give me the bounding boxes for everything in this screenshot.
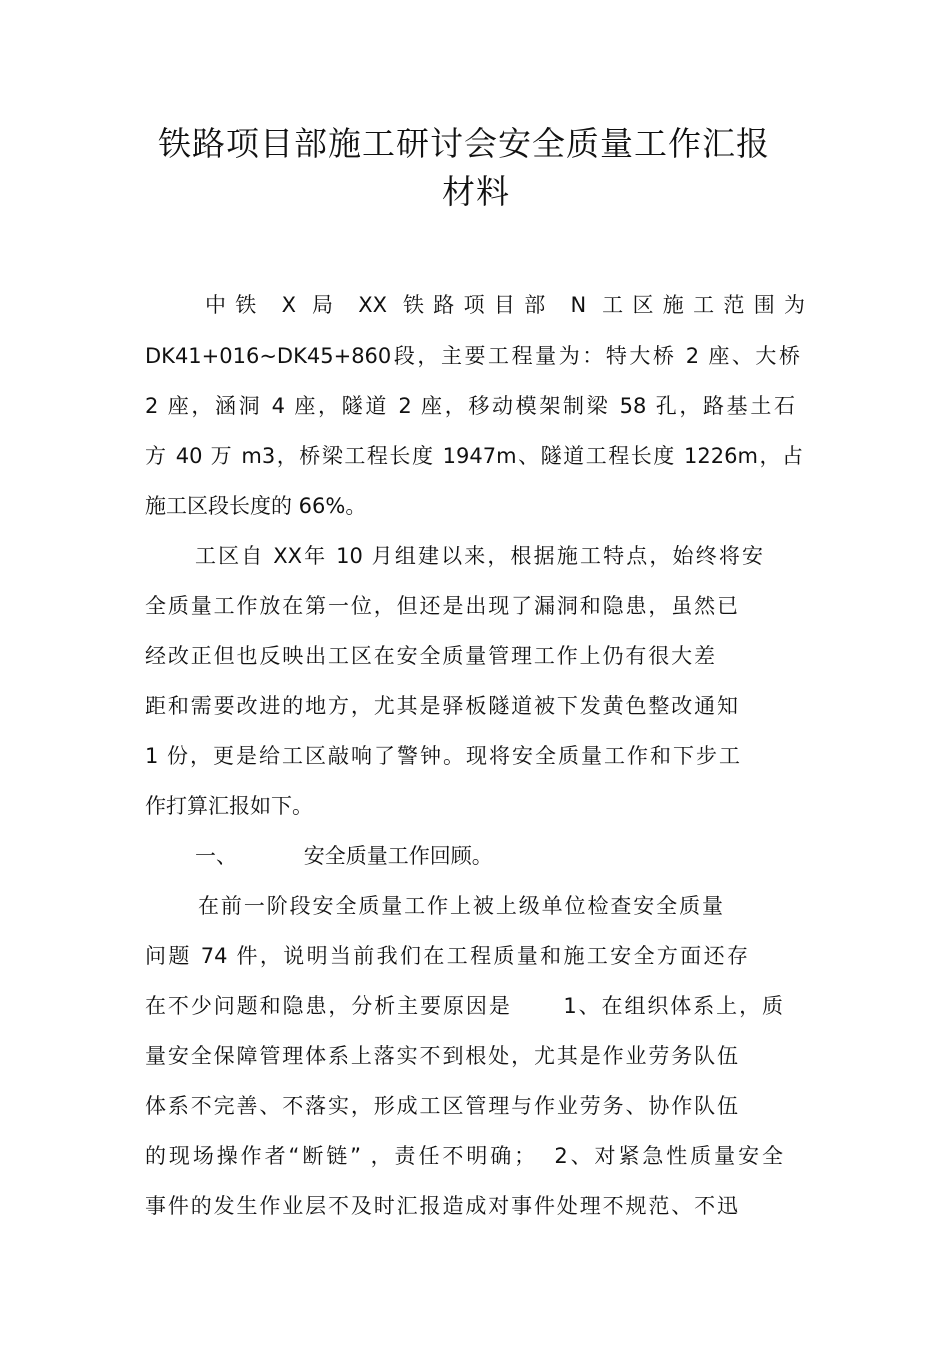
- paragraph-line: DK41+016~DK45+860段，主要工程量为：特大桥 2 座、大桥: [145, 344, 800, 368]
- paragraph-line: 工区自 XX年 10 月组建以来，根据施工特点，始终将安: [195, 544, 763, 568]
- paragraph-line: 作打算汇报如下。: [145, 794, 313, 818]
- paragraph-line: 中铁 X 局 XX 铁路项目部 N 工区施工范围为: [205, 293, 805, 317]
- paragraph-line: 体系不完善、不落实，形成工区管理与作业劳务、协作队伍: [145, 1094, 738, 1118]
- paragraph-line: 1 份，更是给工区敲响了警钟。现将安全质量工作和下步工: [145, 744, 740, 768]
- paragraph-line: 在不少问题和隐患，分析主要原因是 1、在组织体系上，质: [145, 994, 783, 1018]
- document-title-continued: 材料: [442, 172, 510, 211]
- document-title: 铁路项目部施工研讨会安全质量工作汇报: [158, 124, 770, 163]
- paragraph-line: 方 40 万 m3，桥梁工程长度 1947m、隧道工程长度 1226m，占: [145, 444, 803, 468]
- paragraph-line: 距和需要改进的地方，尤其是驿板隧道被下发黄色整改通知: [145, 694, 738, 718]
- paragraph-line: 事件的发生作业层不及时汇报造成对事件处理不规范、不迅: [145, 1194, 738, 1218]
- paragraph-line: 施工区段长度的 66%。: [145, 494, 367, 518]
- section-heading: 一、 安全质量工作回顾。: [195, 844, 493, 868]
- paragraph-line: 在前一阶段安全质量工作上被上级单位检查安全质量: [198, 894, 723, 918]
- paragraph-line: 问题 74 件，说明当前我们在工程质量和施工安全方面还存: [145, 944, 748, 968]
- paragraph-line: 量安全保障管理体系上落实不到根处，尤其是作业劳务队伍: [145, 1044, 738, 1068]
- paragraph-line: 经改正但也反映出工区在安全质量管理工作上仍有很大差: [145, 644, 715, 668]
- paragraph-line: 2 座，涵洞 4 座，隧道 2 座，移动模架制梁 58 孔，路基土石: [145, 394, 795, 418]
- paragraph-line: 的现场操作者“断链” ，责任不明确； 2、对紧急性质量安全: [145, 1144, 783, 1168]
- paragraph-line: 全质量工作放在第一位，但还是出现了漏洞和隐患，虽然已: [145, 594, 738, 618]
